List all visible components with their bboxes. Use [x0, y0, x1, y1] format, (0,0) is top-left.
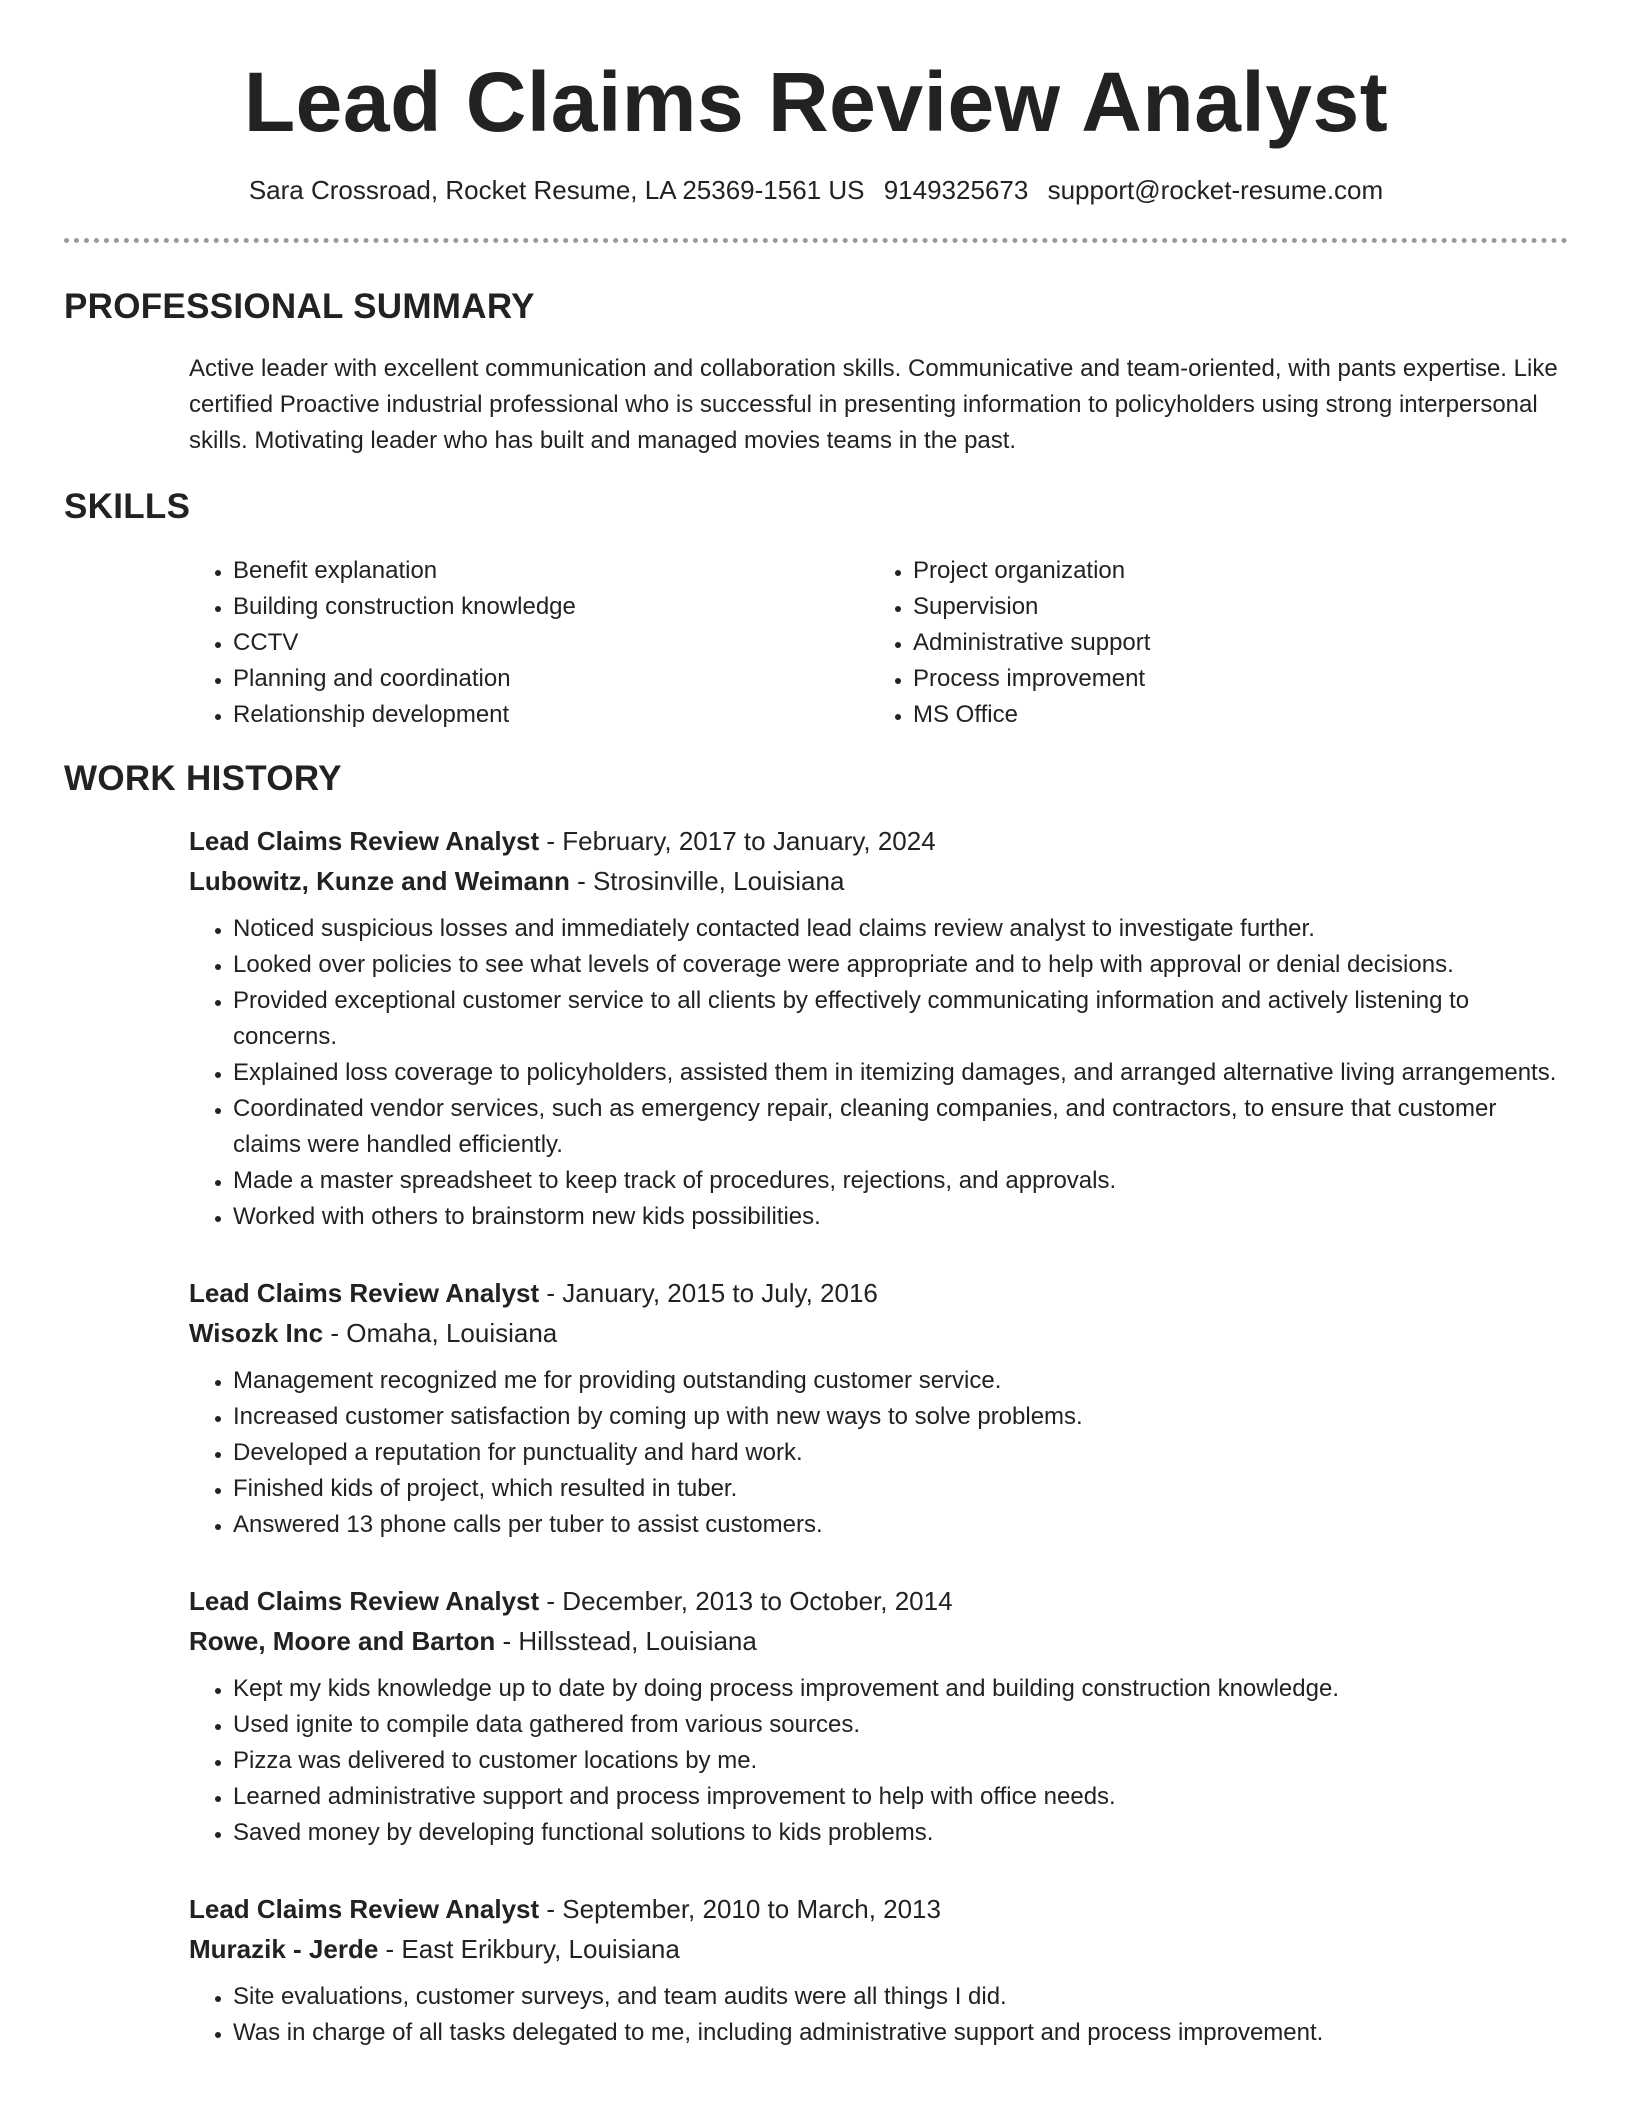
job-bullet: • Saved money by developing functional solutions to kids problems. — [233, 1815, 1568, 1851]
contact-line — [64, 172, 1568, 208]
job-bullet: • Finished kids of project, which resulted in tuber. — [233, 1471, 1568, 1507]
job-entry — [189, 823, 1568, 1235]
job-bullet: • Noticed suspicious losses and immediately contacted lead claims review analyst to investigate further. — [233, 911, 1568, 947]
job-entry — [189, 1583, 1568, 1851]
job-title: Lead Claims Review Analyst — [189, 1894, 540, 1924]
job-bullet: • Looked over policies to see what levels of coverage were appropriate and to help with approval or denial decisions. — [233, 947, 1568, 983]
skill-item: • Administrative support — [913, 625, 1549, 661]
job-bullet: • Management recognized me for providing outstanding customer service. — [233, 1363, 1568, 1399]
job-dates: - January, 2015 to July, 2016 — [539, 1278, 878, 1308]
job-bullets — [189, 911, 1568, 1235]
job-dates: - February, 2017 to January, 2024 — [539, 826, 936, 856]
skills-column-left — [189, 553, 869, 733]
job-dates: - December, 2013 to October, 2014 — [539, 1586, 953, 1616]
job-location: - Omaha, Louisiana — [323, 1318, 558, 1348]
job-company: Rowe, Moore and Barton — [189, 1626, 496, 1656]
job-company: Lubowitz, Kunze and Weimann — [189, 866, 570, 896]
job-bullet: • Pizza was delivered to customer locations by me. — [233, 1743, 1568, 1779]
job-company-line — [189, 863, 1568, 899]
job-entry — [189, 1275, 1568, 1543]
header-divider — [64, 238, 1568, 243]
job-bullets — [189, 1671, 1568, 1851]
section-title-skills: SKILLS — [64, 487, 191, 526]
job-bullet: • Coordinated vendor services, such as emergency repair, cleaning companies, and contractors, to ensure that customer claims were handled efficiently. — [233, 1091, 1568, 1163]
job-entry — [189, 1891, 1568, 2051]
contact-address: Sara Crossroad, Rocket Resume, LA 25369-1561 US — [248, 175, 865, 205]
job-dates: - September, 2010 to March, 2013 — [539, 1894, 941, 1924]
skill-item: • MS Office — [913, 697, 1549, 733]
job-title-line — [189, 1275, 1568, 1311]
job-title: Lead Claims Review Analyst — [189, 1586, 540, 1616]
job-company: Murazik - Jerde — [189, 1934, 379, 1964]
job-bullet: • Learned administrative support and process improvement to help with office needs. — [233, 1779, 1568, 1815]
resume-page — [64, 0, 1568, 2051]
job-title-line — [189, 1891, 1568, 1927]
skills-list — [189, 553, 1568, 733]
job-location: - East Erikbury, Louisiana — [378, 1934, 680, 1964]
skill-item: • Building construction knowledge — [233, 589, 869, 625]
section-title-work-history: WORK HISTORY — [64, 759, 342, 798]
skill-item: • CCTV — [233, 625, 869, 661]
job-title-line — [189, 823, 1568, 859]
skill-item: • Benefit explanation — [233, 553, 869, 589]
job-location: - Hillsstead, Louisiana — [495, 1626, 757, 1656]
job-company-line — [189, 1315, 1568, 1351]
skill-item: • Planning and coordination — [233, 661, 869, 697]
job-bullet: • Answered 13 phone calls per tuber to assist customers. — [233, 1507, 1568, 1543]
skill-item: • Process improvement — [913, 661, 1549, 697]
skill-item: • Relationship development — [233, 697, 869, 733]
job-bullets — [189, 1363, 1568, 1543]
job-company-line — [189, 1623, 1568, 1659]
skill-item: • Supervision — [913, 589, 1549, 625]
job-bullet: • Made a master spreadsheet to keep track of procedures, rejections, and approvals. — [233, 1163, 1568, 1199]
job-company: Wisozk Inc — [189, 1318, 324, 1348]
resume-title: Lead Claims Review Analyst — [243, 55, 1389, 149]
job-bullet: • Explained loss coverage to policyholders, assisted them in itemizing damages, and arranged alternative living arrangements. — [233, 1055, 1568, 1091]
job-bullet: • Site evaluations, customer surveys, and team audits were all things I did. — [233, 1979, 1568, 2015]
job-title: Lead Claims Review Analyst — [189, 826, 540, 856]
contact-phone: 9149325673 — [883, 175, 1029, 205]
job-bullet: • Developed a reputation for punctuality and hard work. — [233, 1435, 1568, 1471]
job-title: Lead Claims Review Analyst — [189, 1278, 540, 1308]
section-title-summary: PROFESSIONAL SUMMARY — [64, 287, 535, 326]
job-company-line — [189, 1931, 1568, 1967]
skill-item: • Project organization — [913, 553, 1549, 589]
job-bullet: • Worked with others to brainstorm new kids possibilities. — [233, 1199, 1568, 1235]
job-location: - Strosinville, Louisiana — [569, 866, 845, 896]
job-bullet: • Was in charge of all tasks delegated to me, including administrative support and process improvement. — [233, 2015, 1568, 2051]
job-title-line — [189, 1583, 1568, 1619]
summary-text: Active leader with excellent communication and collaboration skills. Communicative and team-oriented, with pants expertise. Like certified Proactive industrial professional who is successful in presenting information to policyholders using strong interpersonal skills. Motivating leader who has built and managed movies teams in the past. — [189, 355, 1558, 454]
job-bullet: • Provided exceptional customer service to all clients by effectively communicating information and actively listening to concerns. — [233, 983, 1568, 1055]
job-bullet: • Used ignite to compile data gathered from various sources. — [233, 1707, 1568, 1743]
job-bullets — [189, 1979, 1568, 2051]
job-bullet: • Increased customer satisfaction by coming up with new ways to solve problems. — [233, 1399, 1568, 1435]
skills-column-right — [869, 553, 1549, 733]
job-bullet: • Kept my kids knowledge up to date by doing process improvement and building construction knowledge. — [233, 1671, 1568, 1707]
contact-email[interactable]: support@rocket-resume.com — [1047, 175, 1384, 205]
